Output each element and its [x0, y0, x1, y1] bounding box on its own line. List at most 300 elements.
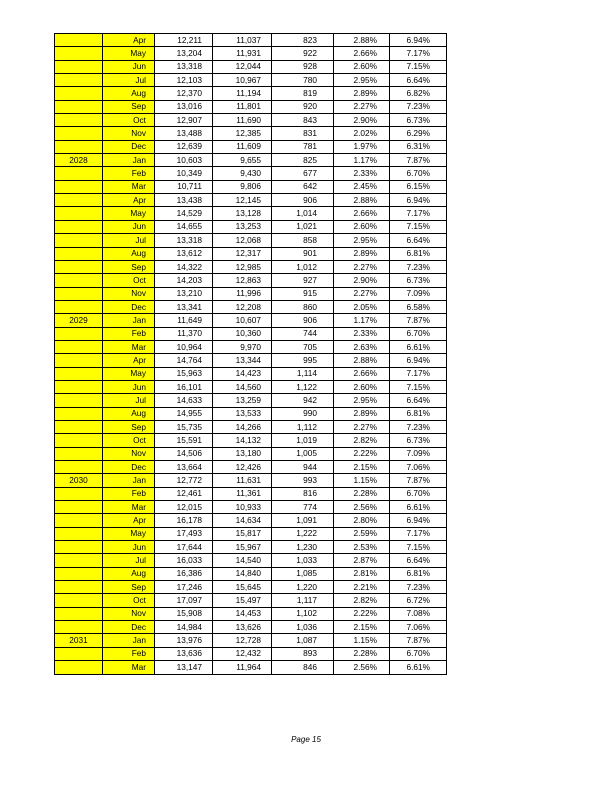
rate-a-cell: 2.15%	[334, 621, 390, 634]
value-a-cell: 9,806	[213, 180, 272, 193]
total-cell: 13,210	[155, 287, 213, 300]
year-cell: 2029	[55, 314, 103, 327]
year-cell	[55, 247, 103, 260]
year-cell	[55, 501, 103, 514]
year-cell	[55, 487, 103, 500]
value-a-cell: 11,931	[213, 47, 272, 60]
month-cell: Sep	[103, 581, 155, 594]
month-cell: Apr	[103, 34, 155, 47]
rate-a-cell: 2.89%	[334, 247, 390, 260]
year-cell	[55, 461, 103, 474]
total-cell: 13,488	[155, 127, 213, 140]
rate-b-cell: 6.81%	[390, 567, 447, 580]
rate-a-cell: 2.53%	[334, 541, 390, 554]
table-row	[55, 167, 447, 180]
year-cell	[55, 74, 103, 87]
value-b-cell: 677	[272, 167, 334, 180]
value-b-cell: 1,091	[272, 514, 334, 527]
value-b-cell: 1,036	[272, 621, 334, 634]
rate-a-cell: 2.22%	[334, 447, 390, 460]
total-cell: 12,211	[155, 34, 213, 47]
table-row	[55, 194, 447, 207]
rate-b-cell: 7.87%	[390, 314, 447, 327]
month-cell: Oct	[103, 434, 155, 447]
total-cell: 13,976	[155, 634, 213, 647]
rate-a-cell: 2.56%	[334, 661, 390, 674]
value-b-cell: 1,230	[272, 541, 334, 554]
rate-a-cell: 2.27%	[334, 420, 390, 433]
month-cell: Dec	[103, 300, 155, 313]
value-a-cell: 13,626	[213, 621, 272, 634]
year-cell	[55, 367, 103, 380]
year-cell	[55, 47, 103, 60]
table-row	[55, 60, 447, 73]
value-a-cell: 13,259	[213, 394, 272, 407]
rate-a-cell: 1.17%	[334, 314, 390, 327]
table-row	[55, 607, 447, 620]
total-cell: 16,386	[155, 567, 213, 580]
rate-b-cell: 6.94%	[390, 354, 447, 367]
rate-a-cell: 2.95%	[334, 234, 390, 247]
month-cell: Jan	[103, 154, 155, 167]
year-cell	[55, 127, 103, 140]
table-row	[55, 434, 447, 447]
value-a-cell: 9,655	[213, 154, 272, 167]
value-a-cell: 11,996	[213, 287, 272, 300]
total-cell: 15,908	[155, 607, 213, 620]
total-cell: 15,735	[155, 420, 213, 433]
value-b-cell: 920	[272, 100, 334, 113]
year-cell	[55, 114, 103, 127]
rate-a-cell: 2.02%	[334, 127, 390, 140]
year-cell	[55, 434, 103, 447]
rate-a-cell: 2.88%	[334, 354, 390, 367]
value-b-cell: 1,033	[272, 554, 334, 567]
month-cell: Jan	[103, 314, 155, 327]
year-cell	[55, 274, 103, 287]
month-cell: Apr	[103, 514, 155, 527]
year-cell	[55, 647, 103, 660]
table-row	[55, 527, 447, 540]
total-cell: 12,461	[155, 487, 213, 500]
value-b-cell: 819	[272, 87, 334, 100]
rate-b-cell: 6.15%	[390, 180, 447, 193]
year-cell: 2028	[55, 154, 103, 167]
total-cell: 17,493	[155, 527, 213, 540]
value-a-cell: 14,840	[213, 567, 272, 580]
total-cell: 15,591	[155, 434, 213, 447]
year-cell	[55, 527, 103, 540]
table-row	[55, 420, 447, 433]
rate-b-cell: 7.09%	[390, 287, 447, 300]
value-b-cell: 642	[272, 180, 334, 193]
value-a-cell: 13,253	[213, 220, 272, 233]
value-a-cell: 10,967	[213, 74, 272, 87]
rate-b-cell: 7.15%	[390, 60, 447, 73]
rate-a-cell: 2.33%	[334, 167, 390, 180]
month-cell: Jul	[103, 234, 155, 247]
value-b-cell: 823	[272, 34, 334, 47]
total-cell: 13,147	[155, 661, 213, 674]
table-row	[55, 567, 447, 580]
value-a-cell: 12,208	[213, 300, 272, 313]
month-cell: Oct	[103, 274, 155, 287]
month-cell: Aug	[103, 247, 155, 260]
table-row	[55, 327, 447, 340]
value-b-cell: 906	[272, 194, 334, 207]
value-b-cell: 1,114	[272, 367, 334, 380]
rate-a-cell: 2.82%	[334, 594, 390, 607]
rate-b-cell: 6.61%	[390, 501, 447, 514]
value-a-cell: 11,194	[213, 87, 272, 100]
rate-b-cell: 7.23%	[390, 100, 447, 113]
year-cell	[55, 621, 103, 634]
value-b-cell: 1,117	[272, 594, 334, 607]
value-b-cell: 1,019	[272, 434, 334, 447]
rate-b-cell: 7.15%	[390, 541, 447, 554]
value-a-cell: 12,068	[213, 234, 272, 247]
month-cell: Feb	[103, 327, 155, 340]
value-b-cell: 780	[272, 74, 334, 87]
month-cell: Oct	[103, 114, 155, 127]
total-cell: 13,016	[155, 100, 213, 113]
value-a-cell: 15,967	[213, 541, 272, 554]
total-cell: 13,438	[155, 194, 213, 207]
value-b-cell: 1,087	[272, 634, 334, 647]
month-cell: Nov	[103, 127, 155, 140]
total-cell: 14,506	[155, 447, 213, 460]
rate-a-cell: 1.17%	[334, 154, 390, 167]
rate-b-cell: 7.15%	[390, 380, 447, 393]
value-b-cell: 858	[272, 234, 334, 247]
month-cell: Feb	[103, 167, 155, 180]
year-cell	[55, 327, 103, 340]
rate-a-cell: 2.56%	[334, 501, 390, 514]
value-a-cell: 10,607	[213, 314, 272, 327]
total-cell: 17,097	[155, 594, 213, 607]
total-cell: 14,633	[155, 394, 213, 407]
table-row	[55, 74, 447, 87]
month-cell: Nov	[103, 287, 155, 300]
month-cell: Sep	[103, 100, 155, 113]
month-cell: Mar	[103, 661, 155, 674]
year-cell	[55, 447, 103, 460]
value-b-cell: 922	[272, 47, 334, 60]
value-a-cell: 11,361	[213, 487, 272, 500]
total-cell: 12,907	[155, 114, 213, 127]
value-a-cell: 11,964	[213, 661, 272, 674]
year-cell	[55, 407, 103, 420]
rate-b-cell: 6.64%	[390, 554, 447, 567]
value-b-cell: 942	[272, 394, 334, 407]
rate-b-cell: 6.58%	[390, 300, 447, 313]
year-cell	[55, 220, 103, 233]
total-cell: 12,772	[155, 474, 213, 487]
year-cell: 2030	[55, 474, 103, 487]
value-b-cell: 774	[272, 501, 334, 514]
value-a-cell: 11,690	[213, 114, 272, 127]
month-cell: Jun	[103, 380, 155, 393]
table-row	[55, 647, 447, 660]
month-cell: Dec	[103, 621, 155, 634]
rate-a-cell: 2.89%	[334, 87, 390, 100]
year-cell	[55, 514, 103, 527]
value-a-cell: 13,344	[213, 354, 272, 367]
year-cell	[55, 287, 103, 300]
year-cell	[55, 380, 103, 393]
value-b-cell: 1,102	[272, 607, 334, 620]
rate-b-cell: 7.15%	[390, 220, 447, 233]
value-a-cell: 12,985	[213, 260, 272, 273]
rate-a-cell: 2.27%	[334, 100, 390, 113]
rate-b-cell: 6.94%	[390, 34, 447, 47]
month-cell: Aug	[103, 87, 155, 100]
value-b-cell: 860	[272, 300, 334, 313]
month-cell: Jun	[103, 60, 155, 73]
total-cell: 11,649	[155, 314, 213, 327]
rate-b-cell: 6.70%	[390, 167, 447, 180]
table-row	[55, 260, 447, 273]
table-row	[55, 581, 447, 594]
year-cell	[55, 34, 103, 47]
year-cell	[55, 260, 103, 273]
total-cell: 13,341	[155, 300, 213, 313]
rate-b-cell: 6.81%	[390, 407, 447, 420]
value-b-cell: 944	[272, 461, 334, 474]
rate-b-cell: 7.17%	[390, 47, 447, 60]
value-a-cell: 13,180	[213, 447, 272, 460]
month-cell: Jan	[103, 634, 155, 647]
value-a-cell: 14,560	[213, 380, 272, 393]
rate-a-cell: 2.66%	[334, 367, 390, 380]
rate-a-cell: 1.15%	[334, 634, 390, 647]
value-a-cell: 10,933	[213, 501, 272, 514]
year-cell	[55, 100, 103, 113]
month-cell: Jul	[103, 554, 155, 567]
year-cell	[55, 87, 103, 100]
rate-a-cell: 2.95%	[334, 74, 390, 87]
value-b-cell: 781	[272, 140, 334, 153]
year-cell	[55, 234, 103, 247]
value-a-cell: 11,037	[213, 34, 272, 47]
month-cell: Jan	[103, 474, 155, 487]
table-row	[55, 34, 447, 47]
year-cell	[55, 594, 103, 607]
year-cell	[55, 420, 103, 433]
value-b-cell: 915	[272, 287, 334, 300]
table-row	[55, 207, 447, 220]
rate-b-cell: 7.23%	[390, 260, 447, 273]
month-cell: Feb	[103, 487, 155, 500]
year-cell	[55, 661, 103, 674]
rate-b-cell: 6.61%	[390, 340, 447, 353]
month-cell: Feb	[103, 647, 155, 660]
rate-a-cell: 2.90%	[334, 274, 390, 287]
rate-b-cell: 6.70%	[390, 647, 447, 660]
data-table	[54, 33, 447, 675]
rate-a-cell: 2.90%	[334, 114, 390, 127]
total-cell: 14,655	[155, 220, 213, 233]
table-row	[55, 461, 447, 474]
value-a-cell: 15,817	[213, 527, 272, 540]
value-b-cell: 816	[272, 487, 334, 500]
value-a-cell: 11,609	[213, 140, 272, 153]
table-row	[55, 127, 447, 140]
rate-b-cell: 6.73%	[390, 114, 447, 127]
total-cell: 13,204	[155, 47, 213, 60]
table-row	[55, 274, 447, 287]
rate-a-cell: 2.81%	[334, 567, 390, 580]
month-cell: Sep	[103, 260, 155, 273]
month-cell: May	[103, 207, 155, 220]
year-cell: 2031	[55, 634, 103, 647]
rate-b-cell: 7.17%	[390, 527, 447, 540]
rate-a-cell: 2.60%	[334, 380, 390, 393]
value-a-cell: 14,540	[213, 554, 272, 567]
rate-b-cell: 6.72%	[390, 594, 447, 607]
value-b-cell: 990	[272, 407, 334, 420]
month-cell: Jun	[103, 541, 155, 554]
rate-a-cell: 2.21%	[334, 581, 390, 594]
value-b-cell: 1,012	[272, 260, 334, 273]
value-b-cell: 1,014	[272, 207, 334, 220]
value-a-cell: 11,801	[213, 100, 272, 113]
rate-b-cell: 7.87%	[390, 474, 447, 487]
year-cell	[55, 167, 103, 180]
year-cell	[55, 300, 103, 313]
table-row	[55, 220, 447, 233]
month-cell: May	[103, 367, 155, 380]
total-cell: 10,711	[155, 180, 213, 193]
rate-a-cell: 2.59%	[334, 527, 390, 540]
value-a-cell: 12,426	[213, 461, 272, 474]
rate-a-cell: 2.66%	[334, 207, 390, 220]
table-row	[55, 394, 447, 407]
rate-b-cell: 6.31%	[390, 140, 447, 153]
year-cell	[55, 140, 103, 153]
year-cell	[55, 180, 103, 193]
year-cell	[55, 340, 103, 353]
rate-a-cell: 2.82%	[334, 434, 390, 447]
month-cell: Sep	[103, 420, 155, 433]
value-b-cell: 1,085	[272, 567, 334, 580]
rate-a-cell: 2.05%	[334, 300, 390, 313]
year-cell	[55, 581, 103, 594]
total-cell: 14,984	[155, 621, 213, 634]
table-row	[55, 447, 447, 460]
total-cell: 17,644	[155, 541, 213, 554]
value-a-cell: 14,423	[213, 367, 272, 380]
rate-a-cell: 2.66%	[334, 47, 390, 60]
total-cell: 15,963	[155, 367, 213, 380]
value-a-cell: 11,631	[213, 474, 272, 487]
value-a-cell: 12,728	[213, 634, 272, 647]
rate-b-cell: 6.64%	[390, 234, 447, 247]
total-cell: 13,318	[155, 60, 213, 73]
month-cell: Mar	[103, 180, 155, 193]
rate-a-cell: 2.27%	[334, 287, 390, 300]
month-cell: Jul	[103, 74, 155, 87]
month-cell: Aug	[103, 407, 155, 420]
year-cell	[55, 554, 103, 567]
value-b-cell: 1,005	[272, 447, 334, 460]
table-row	[55, 367, 447, 380]
value-a-cell: 14,634	[213, 514, 272, 527]
total-cell: 14,203	[155, 274, 213, 287]
table-row	[55, 300, 447, 313]
value-b-cell: 705	[272, 340, 334, 353]
total-cell: 13,318	[155, 234, 213, 247]
value-a-cell: 13,533	[213, 407, 272, 420]
month-cell: May	[103, 527, 155, 540]
month-cell: Jun	[103, 220, 155, 233]
rate-a-cell: 2.60%	[334, 220, 390, 233]
rate-b-cell: 6.94%	[390, 194, 447, 207]
value-b-cell: 928	[272, 60, 334, 73]
value-b-cell: 995	[272, 354, 334, 367]
rate-b-cell: 7.06%	[390, 621, 447, 634]
table-row	[55, 287, 447, 300]
rate-b-cell: 7.06%	[390, 461, 447, 474]
total-cell: 12,370	[155, 87, 213, 100]
value-b-cell: 993	[272, 474, 334, 487]
value-a-cell: 12,317	[213, 247, 272, 260]
rate-b-cell: 7.87%	[390, 154, 447, 167]
value-b-cell: 831	[272, 127, 334, 140]
value-b-cell: 1,021	[272, 220, 334, 233]
table-row	[55, 47, 447, 60]
rate-b-cell: 6.73%	[390, 434, 447, 447]
rate-a-cell: 2.15%	[334, 461, 390, 474]
value-b-cell: 846	[272, 661, 334, 674]
month-cell: Mar	[103, 501, 155, 514]
rate-b-cell: 6.81%	[390, 247, 447, 260]
value-a-cell: 12,044	[213, 60, 272, 73]
value-a-cell: 15,497	[213, 594, 272, 607]
table-row	[55, 114, 447, 127]
rate-a-cell: 2.95%	[334, 394, 390, 407]
value-b-cell: 744	[272, 327, 334, 340]
total-cell: 10,603	[155, 154, 213, 167]
total-cell: 17,246	[155, 581, 213, 594]
value-a-cell: 14,453	[213, 607, 272, 620]
rate-b-cell: 7.23%	[390, 581, 447, 594]
rate-b-cell: 6.70%	[390, 327, 447, 340]
table-row	[55, 154, 447, 167]
table-row	[55, 487, 447, 500]
page-number: Page 15	[291, 735, 321, 744]
rate-a-cell: 2.33%	[334, 327, 390, 340]
table-row	[55, 594, 447, 607]
year-cell	[55, 194, 103, 207]
month-cell: May	[103, 47, 155, 60]
table-row	[55, 87, 447, 100]
value-b-cell: 893	[272, 647, 334, 660]
rate-b-cell: 7.23%	[390, 420, 447, 433]
month-cell: Mar	[103, 340, 155, 353]
rate-a-cell: 1.15%	[334, 474, 390, 487]
table-body	[55, 34, 447, 675]
value-b-cell: 901	[272, 247, 334, 260]
year-cell	[55, 207, 103, 220]
month-cell: Apr	[103, 194, 155, 207]
value-b-cell: 1,220	[272, 581, 334, 594]
rate-b-cell: 6.94%	[390, 514, 447, 527]
year-cell	[55, 354, 103, 367]
total-cell: 12,103	[155, 74, 213, 87]
month-cell: Apr	[103, 354, 155, 367]
month-cell: Dec	[103, 461, 155, 474]
